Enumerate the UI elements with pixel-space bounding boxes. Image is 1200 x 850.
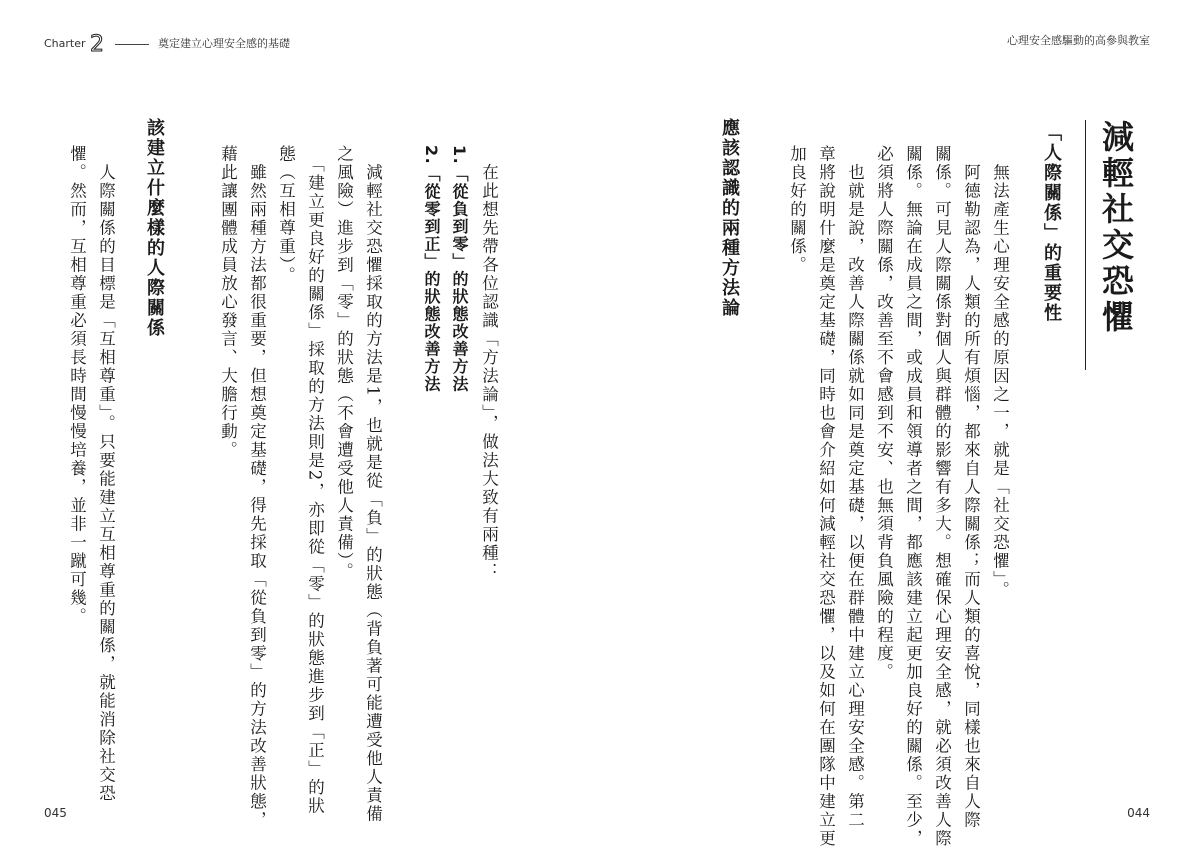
body-line: 也就是說，改善人際關係就如同是奠定基礎，以便在群體中建立心理安全感。第二: [845, 145, 865, 830]
chapter-title: 奠定建立心理安全感的基礎: [158, 37, 291, 50]
intro-line: 在此想先帶各位認識「方法論」，做法大致有兩種：: [479, 145, 499, 581]
body-line: 「建立更良好的關係」採取的方法則是2，亦即從「零」的狀態進步到「正」的狀: [305, 145, 325, 816]
body-line: 藉此讓團體成員放心發言、大膽行動。: [218, 145, 238, 460]
method-list-item-2: 2.「從零到正」的狀態改善方法: [422, 145, 441, 393]
body-line: 必須將人際關係，改善至不會感到不安、也無須背負風險的程度。: [874, 145, 894, 682]
chapter-number: 2: [90, 32, 105, 57]
section-heading: 應該認識的兩種方法論: [719, 118, 740, 318]
body-line: 減輕社交恐懼採取的方法是1，也就是從「負」的狀態（背負著可能遭受他人責備: [363, 145, 383, 824]
body-line: 人際關係的目標是「互相尊重」。只要能建立互相尊重的關係，就能消除社交恐: [96, 145, 116, 803]
book-title-running-head: 心理安全感驅動的高參與教室: [1007, 34, 1150, 47]
body-line: 阿德勒認為，人類的所有煩惱，都來自人際關係；而人類的喜悅，同樣也來自人際: [961, 145, 981, 830]
body-line: 雖然兩種方法都很重要，但想奠定基礎，得先採取「從負到零」的方法改善狀態，: [247, 145, 267, 830]
body-line: 懼。然而，互相尊重必須長時間慢慢培養，並非一蹴可幾。: [67, 145, 87, 626]
body-line: 態（互相尊重）。: [276, 145, 296, 285]
body-line: 之風險）進步到「零」的狀態（不會遭受他人責備）。: [334, 145, 354, 581]
body-line: 關係。無論在成員之間，或成員和領導者之間，都應該建立起更加良好的關係。至少，: [903, 145, 923, 848]
body-line: 章將說明什麼是奠定基礎，同時也會介紹如何減輕社交恐懼，以及如何在團隊中建立更: [816, 145, 836, 848]
chapter-section-title: 減輕社交恐懼: [1097, 120, 1135, 336]
chapter-running-head: [44, 32, 290, 57]
title-rule: [1085, 120, 1086, 370]
body-line: 無法產生心理安全感的原因之一，就是「社交恐懼」。: [990, 145, 1010, 600]
page-number-right: 044: [1127, 806, 1150, 820]
body-line: 關係。可見人際關係對個人與群體的影響有多大。想確保心理安全感，就必須改善人際: [932, 145, 952, 848]
chapter-word: Charter: [44, 37, 86, 50]
subheading: 「人際關係」的重要性: [1041, 123, 1062, 323]
page-number-left: 045: [44, 806, 67, 820]
method-list-item-1: 1.「從負到零」的狀態改善方法: [450, 145, 469, 393]
header-rule: [115, 44, 149, 45]
section-heading: 該建立什麼樣的人際關係: [144, 118, 165, 338]
body-line: 加良好的關係。: [787, 145, 807, 275]
